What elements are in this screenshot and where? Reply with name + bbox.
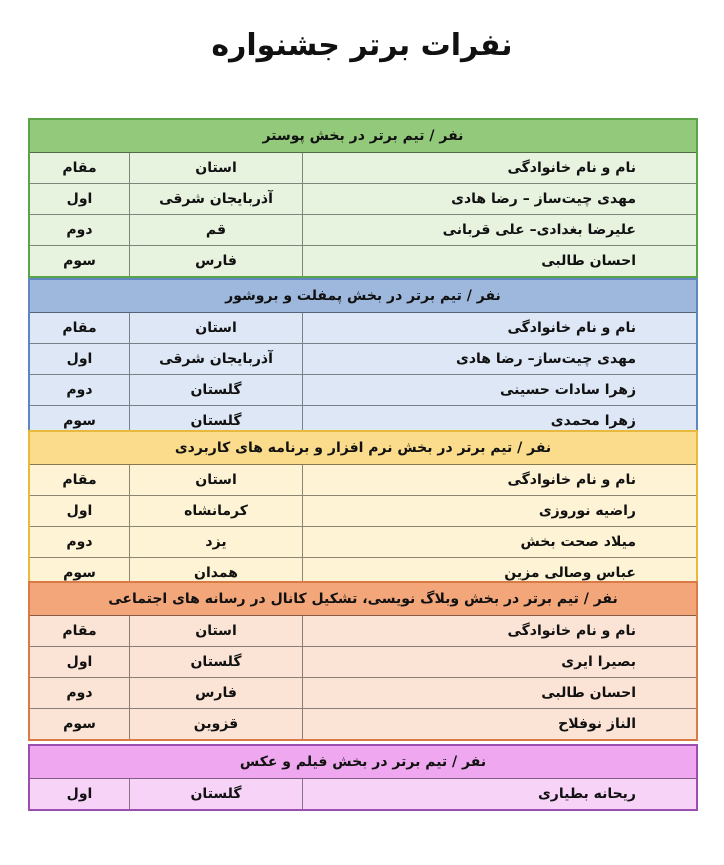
rank-cell: اول: [30, 184, 130, 214]
province-cell: فارس: [130, 678, 303, 708]
name-cell: ریحانه بطیاری: [537, 786, 636, 802]
rank-cell: اول: [30, 647, 130, 677]
province-cell: گلستان: [130, 406, 303, 436]
section-2: [28, 430, 698, 590]
page-title: نفرات برتر جشنواره: [211, 28, 513, 63]
province-cell: گلستان: [130, 647, 303, 677]
table-row: [30, 709, 696, 739]
table-row: [30, 344, 696, 375]
name-cell: احسان طالبی: [541, 685, 636, 701]
table-row: [30, 678, 696, 709]
table-row: [30, 246, 696, 276]
table-row: [30, 375, 696, 406]
province-cell: گلستان: [130, 375, 303, 405]
rank-cell: دوم: [30, 215, 130, 245]
province-cell: آذربایجان شرقی: [130, 184, 303, 214]
province-cell: قم: [130, 215, 303, 245]
table-row: [30, 465, 696, 496]
province-cell: همدان: [130, 558, 303, 588]
section-heading: نفر / تیم برتر در بخش فیلم و عکس: [30, 746, 696, 779]
name-cell: راضیه نوروزی: [538, 503, 636, 519]
section-heading: نفر / تیم برتر در بخش نرم افزار و برنامه های کاربردی: [30, 432, 696, 465]
section-heading: نفر / تیم برتر در بخش پمفلت و بروشور: [30, 280, 696, 313]
name-cell: مهدی چیت‌ساز– رضا هادی: [456, 351, 636, 367]
section-heading: نفر / تیم برتر در بخش پوستر: [30, 120, 696, 153]
rank-cell: دوم: [30, 678, 130, 708]
table-row: [30, 184, 696, 215]
province-cell: قزوین: [130, 709, 303, 739]
rank-cell: اول: [30, 344, 130, 374]
rank-cell: سوم: [30, 246, 130, 276]
province-cell: استان: [130, 153, 303, 183]
rank-cell: مقام: [30, 465, 130, 495]
name-cell: علیرضا بغدادی– علی قربانی: [442, 222, 636, 238]
name-cell: احسان طالبی: [541, 253, 636, 269]
province-cell: گلستان: [130, 779, 303, 809]
name-cell: نام و نام خانوادگی: [507, 320, 636, 336]
section-1: [28, 278, 698, 438]
province-cell: استان: [130, 616, 303, 646]
name-cell: عباس وصالی مزین: [504, 565, 636, 581]
table-row: [30, 616, 696, 647]
section-4: [28, 744, 698, 811]
table-row: [30, 647, 696, 678]
province-cell: فارس: [130, 246, 303, 276]
province-cell: استان: [130, 313, 303, 343]
table-row: [30, 779, 696, 809]
name-cell: نام و نام خانوادگی: [507, 160, 636, 176]
name-cell: الناز نوفلاح: [558, 716, 636, 732]
table-row: [30, 313, 696, 344]
rank-cell: سوم: [30, 558, 130, 588]
name-cell: نام و نام خانوادگی: [507, 623, 636, 639]
name-cell: نام و نام خانوادگی: [507, 472, 636, 488]
province-cell: آذربایجان شرقی: [130, 344, 303, 374]
table-row: [30, 153, 696, 184]
province-cell: یزد: [130, 527, 303, 557]
province-cell: استان: [130, 465, 303, 495]
rank-cell: اول: [30, 779, 130, 809]
section-heading: نفر / تیم برتر در بخش وبلاگ نویسی، تشکیل کانال در رسانه های اجتماعی: [30, 583, 696, 616]
rank-cell: دوم: [30, 375, 130, 405]
rank-cell: مقام: [30, 153, 130, 183]
province-cell: کرمانشاه: [130, 496, 303, 526]
rank-cell: سوم: [30, 709, 130, 739]
name-cell: بصیرا ایری: [561, 654, 636, 670]
name-cell: میلاد صحت بخش: [520, 534, 636, 550]
name-cell: زهرا محمدی: [550, 413, 636, 429]
rank-cell: سوم: [30, 406, 130, 436]
name-cell: زهرا سادات حسینی: [499, 382, 636, 398]
rank-cell: مقام: [30, 313, 130, 343]
rank-cell: دوم: [30, 527, 130, 557]
rank-cell: مقام: [30, 616, 130, 646]
section-0: [28, 118, 698, 278]
table-row: [30, 496, 696, 527]
name-cell: مهدی چیت‌ساز – رضا هادی: [451, 191, 636, 207]
table-row: [30, 527, 696, 558]
table-row: [30, 215, 696, 246]
section-3: [28, 581, 698, 741]
rank-cell: اول: [30, 496, 130, 526]
